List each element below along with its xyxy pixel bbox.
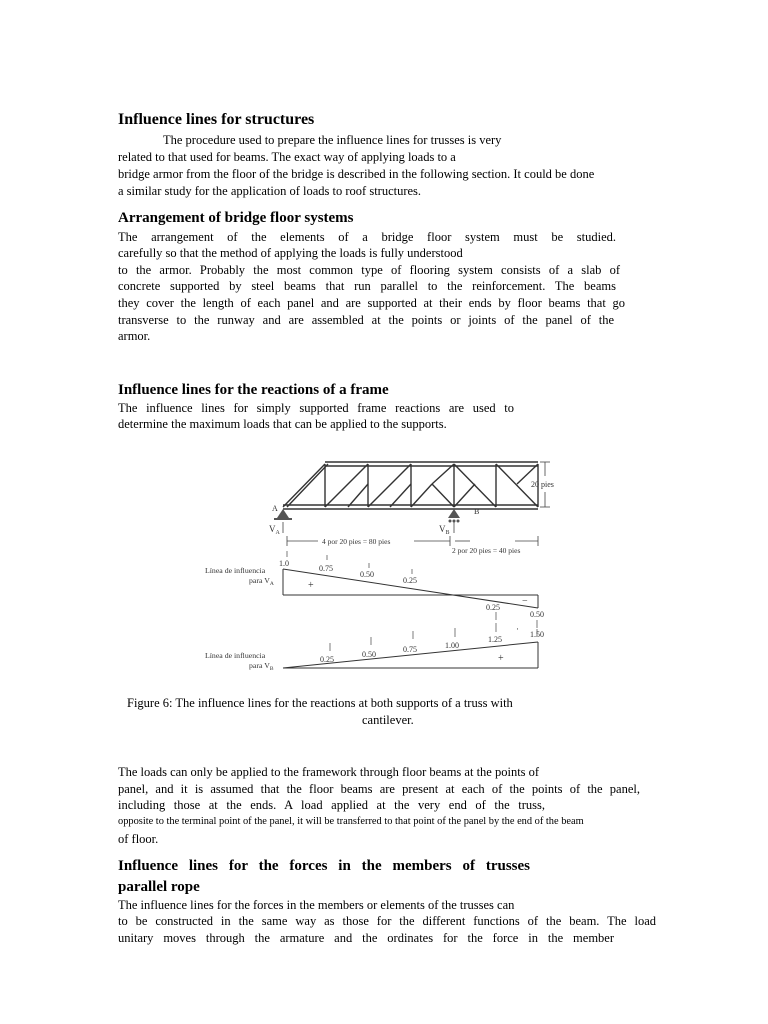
- positive-region-b: +: [498, 653, 504, 664]
- influence-line-b-title: Línea de influencia: [205, 651, 266, 660]
- influence-line-b-para: para V: [249, 661, 270, 670]
- paragraph-line: The influence lines for simply supported frame reactions are used to: [118, 401, 514, 415]
- paragraph-line: a similar study for the application of loads to roof structures.: [118, 184, 422, 198]
- paragraph-line: carefully so that the method of applying the loads is fully understood: [118, 246, 463, 260]
- truss-influence-figure: [195, 450, 570, 680]
- section-heading-truss-forces: Influence lines for the forces in the members of trusses: [118, 858, 530, 874]
- paragraph-line: The procedure used to prepare the influence lines for trusses is very: [163, 133, 502, 147]
- paragraph-line: The arrangement of the elements of a bridge floor system must be studied.: [118, 230, 616, 244]
- dot-mark-b: ·: [516, 624, 519, 634]
- svg-text:VB: [439, 524, 450, 536]
- ordinate-a: 0.25: [403, 576, 417, 585]
- figure-caption-line: Figure 6: The influence lines for the reactions at both supports of a truss with: [127, 696, 513, 710]
- influence-line-a-para: para V: [249, 576, 270, 585]
- ordinate-b: 0.50: [362, 650, 376, 659]
- section-heading-truss-forces-cont: parallel rope: [118, 879, 200, 895]
- main-span-label: 4 por 20 pies = 80 pies: [322, 537, 391, 546]
- section-heading-floor-systems: Arrangement of bridge floor systems: [118, 210, 354, 226]
- height-label: 20 pies: [531, 480, 554, 489]
- ordinate-a: 0.50: [530, 610, 544, 619]
- ordinate-b: 1.25: [488, 635, 502, 644]
- paragraph-line: opposite to the terminal point of the panel, it will be transferred to that point of the panel by the end of the beam: [118, 816, 584, 827]
- ordinate-a: 0.25: [486, 603, 500, 612]
- section-heading-frame-reactions: Influence lines for the reactions of a frame: [118, 382, 389, 398]
- vb-subscript: B: [445, 530, 450, 536]
- support-b-label: B: [474, 507, 480, 516]
- paragraph-line: including those at the ends. A load applied at the very end of the truss,: [118, 798, 545, 812]
- negative-region-a: −: [522, 596, 528, 607]
- paragraph-line: The influence lines for the forces in the members or elements of the trusses can: [118, 898, 515, 912]
- paragraph-line: unitary moves through the armature and the ordinates for the force in the member: [118, 931, 614, 945]
- figure-caption-line: cantilever.: [362, 713, 414, 727]
- paragraph-line: determine the maximum loads that can be applied to the supports.: [118, 417, 447, 431]
- svg-text:para VA: [249, 576, 274, 587]
- paragraph-line: The loads can only be applied to the framework through floor beams at the points of: [118, 765, 540, 779]
- svg-text:VA: [269, 524, 281, 536]
- paragraph-line: armor.: [118, 329, 151, 343]
- cantilever-span-label: 2 por 20 pies = 40 pies: [452, 546, 521, 555]
- paragraph-line: they cover the length of each panel and are supported at their ends by floor beams that go: [118, 296, 625, 310]
- ordinate-b: 1.00: [445, 641, 459, 650]
- paragraph-line: bridge armor from the floor of the bridge is described in the following section. It could be done: [118, 167, 595, 181]
- paragraph-line: transverse to the runway and are assembled at the points or joints of the panel of the: [118, 313, 614, 327]
- paragraph-line: of floor.: [118, 832, 159, 846]
- paragraph-line: panel, and it is assumed that the floor beams are present at each of the points of the panel,: [118, 782, 640, 796]
- paragraph-line: to be constructed in the same way as those for the different functions of the beam. The load: [118, 914, 656, 928]
- paragraph-line: related to that used for beams. The exact way of applying loads to a: [118, 150, 456, 164]
- ordinate-b: 1.50: [530, 630, 544, 639]
- va-subscript: A: [275, 530, 280, 536]
- influence-line-b-sub: B: [269, 666, 274, 672]
- support-a-label: A: [272, 504, 278, 513]
- paragraph-line: concrete supported by steel beams that run parallel to the reinforcement. The beams: [118, 279, 616, 293]
- ordinate-a: 0.75: [319, 564, 333, 573]
- svg-text:para VB: [249, 661, 274, 672]
- va-label: V: [269, 524, 276, 534]
- section-heading-influence-lines: Influence lines for structures: [118, 111, 315, 128]
- positive-region-a: +: [308, 580, 314, 591]
- influence-line-a-title: Línea de influencia: [205, 566, 266, 575]
- ordinate-a: 1.0: [279, 559, 289, 568]
- vb-label: V: [439, 524, 446, 534]
- ordinate-a: 0.50: [360, 570, 374, 579]
- ordinate-b: 0.75: [403, 645, 417, 654]
- ordinate-b: 0.25: [320, 655, 334, 664]
- paragraph-line: to the armor. Probably the most common type of flooring system consists of a slab of: [118, 263, 620, 277]
- influence-line-a-sub: A: [269, 581, 274, 587]
